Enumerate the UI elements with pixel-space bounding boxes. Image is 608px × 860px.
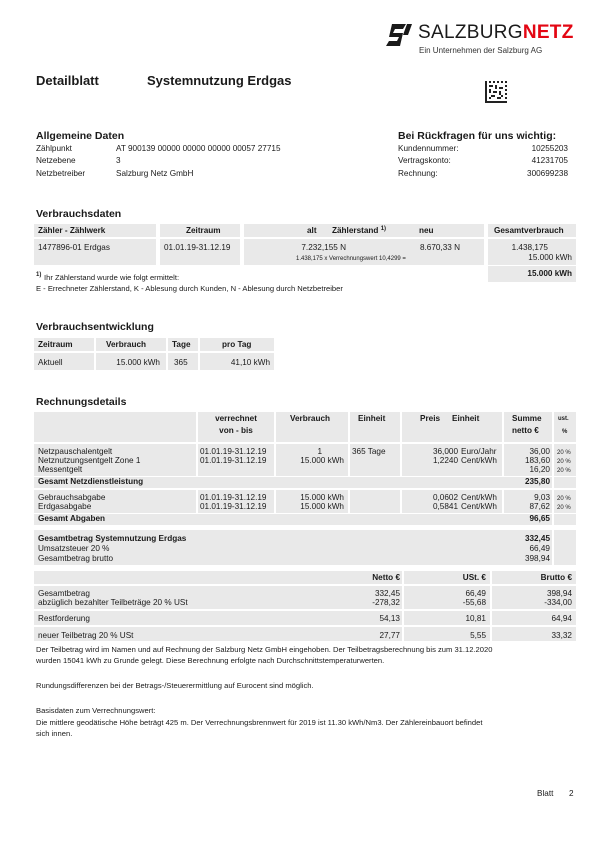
note-p3-line2: sich innen.	[36, 729, 73, 738]
inv-g1-total-label: Gesamt Netzdienstleistung	[38, 477, 144, 486]
consumption-meter: 1477896-01 Erdgas	[38, 243, 110, 252]
sum-row1-vat: -55,68	[462, 598, 486, 607]
inv-grand-label: Gesamtbetrag Systemnutzung Erdgas	[38, 534, 187, 543]
general-heading: Allgemeine Daten	[36, 130, 125, 142]
inv-grand-value: 332,45	[524, 534, 550, 543]
footer-page-number: 2	[569, 789, 574, 798]
col-period: Zeitraum	[186, 226, 221, 235]
footer-page-label: Blatt	[537, 789, 554, 798]
consumption-total-m3: 1.438,175	[511, 243, 548, 252]
col-footnote-mark: 1)	[380, 226, 387, 232]
inv-col-net: netto €	[512, 426, 539, 435]
contact-value-customer: 10255203	[531, 144, 568, 153]
col-reading: Zählerstand	[332, 226, 379, 235]
brand-tagline: Ein Unternehmen der Salzburg AG	[419, 46, 543, 55]
sum-col-gross: Brutto €	[540, 573, 572, 582]
inv-gross-value: 398,94	[524, 554, 550, 563]
inv-g1-1-net: 183,60	[524, 456, 550, 465]
contact-label-contract: Vertragskonto:	[398, 156, 451, 165]
note-p3-title: Basisdaten zum Verrechnungswert:	[36, 706, 156, 715]
general-label-meterpoint: Zählpunkt	[36, 144, 72, 153]
consumption-new: 8.670,33 N	[419, 243, 460, 252]
inv-col-vat: ust.	[558, 416, 569, 422]
consumption-total-kwh: 15.000 kWh	[528, 253, 572, 262]
note-p1-line2: wurden 15041 kWh zu Grunde gelegt. Diese Berechnung erfolgte nach Durchschnittstemperaturwerten.	[36, 656, 385, 665]
sum-row3-net: 27,77	[379, 631, 400, 640]
inv-g2-1-price-unit: Cent/kWh	[461, 502, 497, 511]
invoice-heading: Rechnungsdetails	[36, 396, 127, 408]
contact-label-customer: Kundennummer:	[398, 144, 459, 153]
inv-g1-total: 235,80	[524, 477, 550, 486]
brand-name-part1: SALZBURG	[418, 22, 523, 43]
inv-g2-1-period: 01.01.19-31.12.19	[200, 502, 267, 511]
inv-g2-total-label: Gesamt Abgaben	[38, 514, 106, 523]
sum-row0-gross: 398,94	[546, 589, 572, 598]
inv-g2-0-price-unit: Cent/kWh	[461, 493, 497, 502]
inv-g2-1-vat: 20 %	[557, 505, 571, 511]
consumption-calc: 1.438,175 x Verrechnungswert 10,4299 =	[296, 256, 406, 262]
inv-vat-value: 66,49	[529, 544, 550, 553]
inv-col-billed: verrechnet	[215, 414, 257, 423]
sum-row2-vat: 10,81	[465, 614, 486, 623]
dev-period: Aktuell	[38, 358, 63, 367]
col-meter: Zähler - Zählwerk	[38, 226, 106, 235]
contact-heading: Bei Rückfragen für uns wichtig:	[398, 130, 557, 142]
inv-g1-1-price-unit: Cent/kWh	[461, 456, 497, 465]
general-value-level: 3	[116, 156, 121, 165]
consumption-period: 01.01.19-31.12.19	[164, 243, 231, 252]
sum-row3-vat: 5,55	[470, 631, 486, 640]
dev-consumption: 15.000 kWh	[116, 358, 160, 367]
brand-name-part2: NETZ	[522, 22, 574, 43]
inv-col-consumption: Verbrauch	[290, 414, 331, 423]
inv-g2-0-vat: 20 %	[557, 496, 571, 502]
logo-mark-icon	[386, 22, 412, 48]
inv-col-price-unit: Einheit	[452, 414, 480, 423]
inv-g1-1-vat: 20 %	[557, 459, 571, 465]
sum-col-net: Netto €	[372, 573, 400, 582]
inv-g1-0-period: 01.01.19-31.12.19	[200, 447, 267, 456]
sum-row1-net: -278,32	[372, 598, 400, 607]
inv-g1-2-vat: 20 %	[557, 468, 571, 474]
sum-row2-gross: 64,94	[551, 614, 572, 623]
inv-g1-0-consumption: 1	[317, 447, 322, 456]
sum-col-vat: USt. €	[462, 573, 486, 582]
inv-g1-2-net: 16,20	[529, 465, 550, 474]
dev-col-per-day: pro Tag	[222, 340, 252, 349]
inv-g1-0-vat: 20 %	[557, 450, 571, 456]
page-subtitle: Systemnutzung Erdgas	[147, 73, 292, 88]
inv-g1-1-price: 1,2240	[432, 456, 458, 465]
col-old: alt	[307, 226, 317, 235]
sum-row0-net: 332,45	[374, 589, 400, 598]
inv-g2-0-consumption: 15.000 kWh	[300, 493, 344, 502]
inv-g2-0-price: 0,0602	[432, 493, 458, 502]
inv-col-unit: Einheit	[358, 414, 386, 423]
sum-row0-vat: 66,49	[465, 589, 486, 598]
sum-row3-label: neuer Teilbetrag 20 % USt	[38, 631, 134, 640]
general-label-operator: Netzbetreiber	[36, 169, 86, 178]
inv-g1-0-name: Netzpauschalentgelt	[38, 447, 113, 456]
inv-gross-label: Gesamtbetrag brutto	[38, 554, 114, 563]
inv-g2-0-net: 9,03	[534, 493, 550, 502]
contact-value-contract: 41231705	[531, 156, 568, 165]
inv-g1-0-unit: 365 Tage	[352, 447, 386, 456]
general-value-operator: Salzburg Netz GmbH	[116, 169, 194, 178]
inv-g1-0-price: 36,000	[432, 447, 458, 456]
inv-g1-2-name: Messentgelt	[38, 465, 83, 474]
general-label-level: Netzebene	[36, 156, 76, 165]
inv-g2-1-name: Erdgasabgabe	[38, 502, 92, 511]
consumption-sum: 15.000 kWh	[527, 269, 572, 278]
sum-row3-gross: 33,32	[551, 631, 572, 640]
inv-g2-1-price: 0,5841	[432, 502, 458, 511]
inv-g2-total: 96,65	[529, 514, 550, 523]
general-value-meterpoint: AT 900139 00000 00000 00000 00057 27715	[116, 144, 281, 153]
footnote-line2: E - Errechneter Zählerstand, K - Ablesung durch Kunden, N - Ablesung durch Netzbetreiber	[36, 284, 343, 293]
contact-label-invoice: Rechnung:	[398, 169, 438, 178]
contact-value-invoice: 300699238	[527, 169, 568, 178]
sum-row1-label: abzüglich bezahlter Teilbeträge 20 % USt	[38, 598, 188, 607]
inv-col-sum: Summe	[512, 414, 542, 423]
inv-g2-1-net: 87,62	[529, 502, 550, 511]
col-total: Gesamtverbrauch	[494, 226, 564, 235]
inv-col-vat-pct: %	[562, 429, 568, 435]
consumption-heading: Verbrauchsdaten	[36, 208, 122, 220]
inv-g1-1-consumption: 15.000 kWh	[300, 456, 344, 465]
inv-g1-1-name: Netznutzungsentgelt Zone 1	[38, 456, 141, 465]
dev-days: 365	[174, 358, 188, 367]
data-matrix-code	[485, 81, 507, 103]
dev-per-day: 41,10 kWh	[230, 358, 270, 367]
col-new: neu	[419, 226, 434, 235]
inv-g2-0-name: Gebrauchsabgabe	[38, 493, 106, 502]
inv-g2-0-period: 01.01.19-31.12.19	[200, 493, 267, 502]
note-p1-line1: Der Teilbetrag wird im Namen und auf Rechnung der Salzburg Netz GmbH eingehoben. Der Teilbetragsberechnung bis zum 31.12.2020	[36, 645, 493, 654]
sum-row0-label: Gesamtbetrag	[38, 589, 90, 598]
inv-g1-0-price-unit: Euro/Jahr	[461, 447, 497, 456]
dev-col-period: Zeitraum	[38, 340, 73, 349]
note-p3-line1: Die mittlere geodätische Höhe beträgt 425 m. Der Verrechnungsbrennwert für 2019 ist 11.30 kWh/Nm3. Der Zählereinbauort befindet	[36, 718, 483, 727]
page-title: Detailblatt	[36, 73, 99, 88]
footnote-mark: 1)	[36, 272, 42, 278]
consumption-old: 7.232,155 N	[301, 243, 346, 252]
inv-g1-0-net: 36,00	[529, 447, 550, 456]
sum-row2-net: 54,13	[379, 614, 400, 623]
inv-g2-1-consumption: 15.000 kWh	[300, 502, 344, 511]
sum-row2-label: Restforderung	[38, 614, 90, 623]
development-heading: Verbrauchsentwicklung	[36, 321, 154, 333]
sum-row1-gross: -334,00	[544, 598, 572, 607]
inv-g1-1-period: 01.01.19-31.12.19	[200, 456, 267, 465]
dev-col-days: Tage	[172, 340, 191, 349]
note-p2: Rundungsdifferenzen bei der Betrags-/Steuerermittlung auf Eurocent sind möglich.	[36, 681, 314, 690]
inv-col-price: Preis	[420, 414, 441, 423]
inv-vat-label: Umsatzsteuer 20 %	[38, 544, 110, 553]
inv-col-from-to: von - bis	[219, 426, 253, 435]
dev-col-consumption: Verbrauch	[106, 340, 147, 349]
footnote-line1: Ihr Zählerstand wurde wie folgt ermittelt:	[44, 273, 180, 282]
